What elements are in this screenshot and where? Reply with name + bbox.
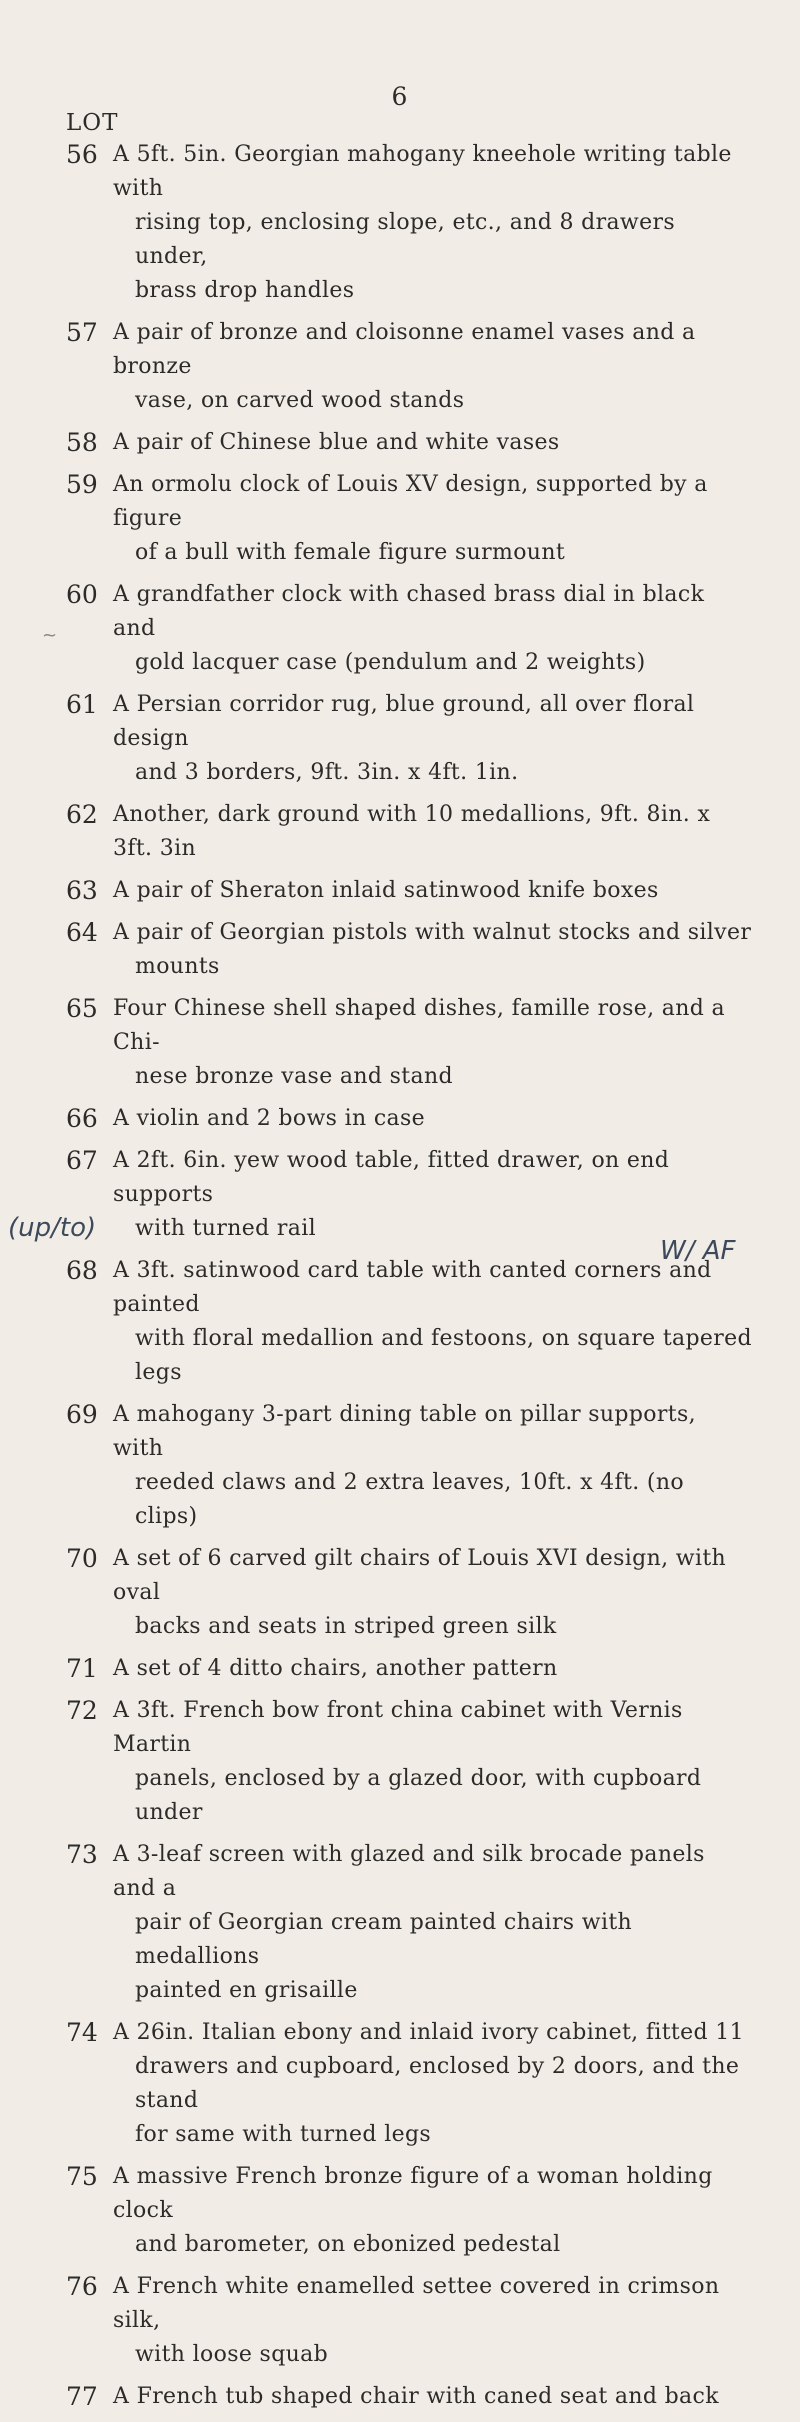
- lot-description-line: brass drop handles: [135, 278, 355, 303]
- lot-description-line: A set of 4 ditto chairs, another pattern: [113, 1656, 558, 1681]
- lot-description: [113, 798, 753, 866]
- lot-description: [113, 1254, 753, 1390]
- lot-description-line: panels, enclosed by a glazed door, with cupboard under: [135, 1766, 702, 1825]
- lot-entry: [0, 2270, 800, 2372]
- lot-number: 76: [66, 2272, 98, 2301]
- lot-number: 72: [66, 1696, 98, 1725]
- lot-description: [113, 1542, 753, 1644]
- lot-description-line: A French tub shaped chair with caned seat and back: [113, 2384, 719, 2409]
- lot-description-line: of a bull with female figure surmount: [135, 540, 566, 565]
- lot-description: [113, 916, 753, 984]
- lot-entry: [0, 874, 800, 908]
- lot-description-line: backs and seats in striped green silk: [135, 1614, 557, 1639]
- lot-description: [113, 1694, 753, 1830]
- lot-number: 69: [66, 1400, 98, 1429]
- lot-entry: [0, 1144, 800, 1246]
- lot-entry: [0, 2016, 800, 2152]
- lot-description: [113, 1398, 753, 1534]
- lot-description: [113, 2160, 753, 2262]
- lot-description-line: with turned rail: [135, 1216, 316, 1241]
- lot-description-line: A mahogany 3-part dining table on pillar supports, with: [113, 1402, 696, 1461]
- lot-description-line: nese bronze vase and stand: [135, 1064, 453, 1089]
- lot-number: 58: [66, 428, 98, 457]
- lot-description-line: A pair of Chinese blue and white vases: [113, 430, 560, 455]
- lot-description: [113, 2016, 753, 2152]
- lot-number: 59: [66, 470, 98, 499]
- lot-description-line: and barometer, on ebonized pedestal: [135, 2232, 561, 2257]
- lot-entry: [0, 138, 800, 308]
- lot-description-line: pair of Georgian cream painted chairs with medallions: [135, 1910, 633, 1969]
- lot-description-line: A Persian corridor rug, blue ground, all over floral design: [113, 692, 695, 751]
- lot-entry: [0, 2380, 800, 2414]
- lot-entry: [0, 992, 800, 1094]
- lot-number: 67: [66, 1146, 98, 1175]
- lot-description: [113, 426, 753, 460]
- lot-description-line: rising top, enclosing slope, etc., and 8 drawers under,: [135, 210, 675, 269]
- lot-number: 63: [66, 876, 98, 905]
- lot-description-line: for same with turned legs: [135, 2122, 432, 2147]
- lot-description-line: and 3 borders, 9ft. 3in. x 4ft. 1in.: [135, 760, 519, 785]
- lot-number: 56: [66, 140, 98, 169]
- lot-description: [113, 1144, 753, 1246]
- lot-entry: [0, 316, 800, 418]
- lot-number: 77: [66, 2382, 98, 2411]
- lot-description-line: An ormolu clock of Louis XV design, supported by a figure: [113, 472, 708, 531]
- lot-description-line: with floral medallion and festoons, on square tapered legs: [135, 1326, 752, 1385]
- lot-entry: [0, 1838, 800, 2008]
- lot-list: [0, 138, 800, 2422]
- lot-number: 62: [66, 800, 98, 829]
- lot-description: [113, 874, 753, 908]
- lot-entry: [0, 916, 800, 984]
- lot-description-line: A violin and 2 bows in case: [113, 1106, 426, 1131]
- lot-description-line: with loose squab: [135, 2342, 329, 2367]
- lot-number: 70: [66, 1544, 98, 1573]
- lot-entry: [0, 1694, 800, 1830]
- lot-description: [113, 468, 753, 570]
- lot-description-line: A French white enamelled settee covered in crimson silk,: [113, 2274, 720, 2333]
- lot-description-line: A 5ft. 5in. Georgian mahogany kneehole writing table with: [113, 142, 732, 201]
- lot-description-line: A pair of bronze and cloisonne enamel vases and a bronze: [113, 320, 696, 379]
- lot-description: [113, 688, 753, 790]
- lot-column-header: LOT: [66, 110, 119, 136]
- lot-number: 68: [66, 1256, 98, 1285]
- lot-entry: [0, 1102, 800, 1136]
- lot-description-line: A set of 6 carved gilt chairs of Louis XVI design, with oval: [113, 1546, 727, 1605]
- lot-number: 64: [66, 918, 98, 947]
- lot-description-line: A pair of Sheraton inlaid satinwood knife boxes: [113, 878, 659, 903]
- lot-description-line: A 2ft. 6in. yew wood table, fitted drawer, on end supports: [113, 1148, 670, 1207]
- lot-entry: [0, 468, 800, 570]
- lot-description: [113, 2270, 753, 2372]
- lot-entry: [0, 1652, 800, 1686]
- lot-description-line: A massive French bronze figure of a woman holding clock: [113, 2164, 713, 2223]
- lot-number: 60: [66, 580, 98, 609]
- lot-entry: [0, 426, 800, 460]
- lot-description-line: A pair of Georgian pistols with walnut stocks and silver: [113, 920, 752, 945]
- lot-description-line: A grandfather clock with chased brass dial in black and: [113, 582, 705, 641]
- lot-entry: [0, 2160, 800, 2262]
- lot-number: 74: [66, 2018, 98, 2047]
- lot-number: 65: [66, 994, 98, 1023]
- lot-description-line: mounts: [135, 954, 220, 979]
- handwritten-annotation-right: W/ AF: [660, 1236, 736, 1266]
- lot-description: [113, 1652, 753, 1686]
- lot-description: [113, 1838, 753, 2008]
- lot-entry: [0, 1398, 800, 1534]
- lot-number: 66: [66, 1104, 98, 1133]
- page-number: 6: [391, 82, 409, 111]
- handwritten-mark: ~: [42, 625, 58, 646]
- lot-description-line: A 3-leaf screen with glazed and silk brocade panels and a: [113, 1842, 705, 1901]
- lot-number: 61: [66, 690, 98, 719]
- lot-description-line: A 26in. Italian ebony and inlaid ivory cabinet, fitted 11: [113, 2020, 744, 2045]
- lot-number: 73: [66, 1840, 98, 1869]
- lot-number: 57: [66, 318, 98, 347]
- lot-description-line: vase, on carved wood stands: [135, 388, 465, 413]
- lot-description: [113, 316, 753, 418]
- lot-entry: [0, 1254, 800, 1390]
- handwritten-annotation-left: (up/to): [8, 1213, 97, 1243]
- lot-description-line: painted en grisaille: [135, 1978, 358, 2003]
- lot-description-line: A 3ft. French bow front china cabinet with Vernis Martin: [113, 1698, 683, 1757]
- lot-description: [113, 1102, 753, 1136]
- lot-entry: [0, 1542, 800, 1644]
- lot-description-line: gold lacquer case (pendulum and 2 weights): [135, 650, 646, 675]
- lot-entry: [0, 688, 800, 790]
- lot-description-line: drawers and cupboard, enclosed by 2 doors, and the stand: [135, 2054, 740, 2113]
- lot-number: 75: [66, 2162, 98, 2191]
- lot-description: [113, 578, 753, 680]
- lot-description-line: reeded claws and 2 extra leaves, 10ft. x 4ft. (no clips): [135, 1470, 684, 1529]
- lot-description-line: Four Chinese shell shaped dishes, famille rose, and a Chi-: [113, 996, 726, 1055]
- lot-description-line: Another, dark ground with 10 medallions, 9ft. 8in. x 3ft. 3in: [113, 802, 711, 861]
- lot-description: [113, 138, 753, 308]
- lot-entry: [0, 578, 800, 680]
- lot-description: [113, 992, 753, 1094]
- lot-description: [113, 2380, 753, 2414]
- lot-description-line: A 3ft. satinwood card table with canted corners and painted: [113, 1258, 712, 1317]
- lot-entry: [0, 798, 800, 866]
- lot-number: 71: [66, 1654, 98, 1683]
